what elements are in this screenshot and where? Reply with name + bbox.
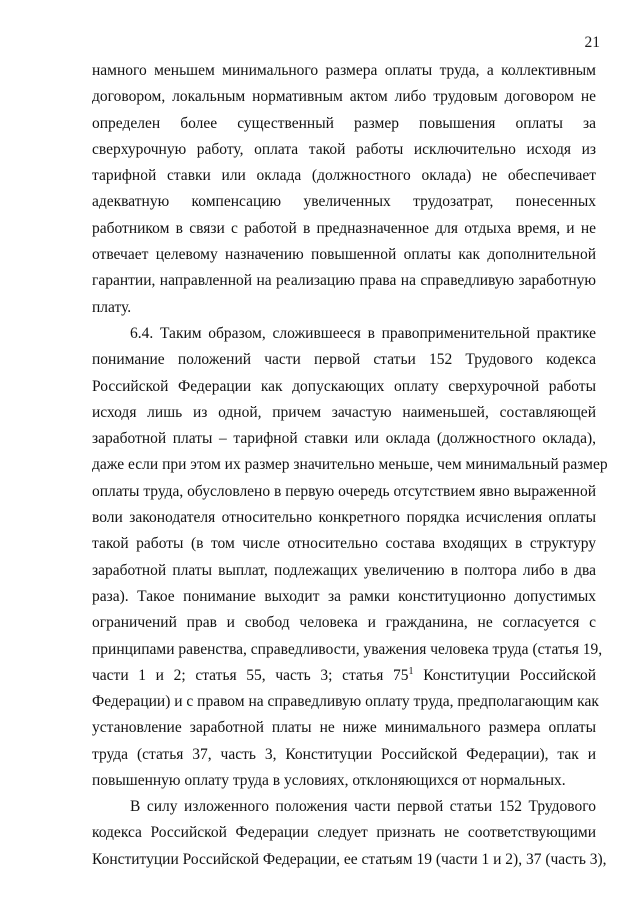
text-line: оплаты труда, обусловлено в первую очередь отсутствием явно выраженной <box>92 482 596 500</box>
text-line: отвечает целевому назначению повышенной оплаты как дополнительной <box>92 246 596 264</box>
text-line: исходя лишь из одной, причем зачастую наименьшей, составляющей <box>92 403 596 421</box>
text-line-tail: Конституции Российской <box>413 666 597 684</box>
text-line: понимание положений части первой статьи 152 Трудового кодекса <box>92 351 596 369</box>
text-line: труда (статья 37, часть 3, Конституции Российской Федерации), так и <box>92 745 596 763</box>
text-line: намного меньшем минимального размера оплаты труда, а коллективным <box>92 62 596 79</box>
text-line: раза). Такое понимание выходит за рамки конституционно допустимых <box>92 587 596 605</box>
text-line: повышенную оплату труда в условиях, отклоняющихся от нормальных. <box>92 772 566 790</box>
text-line: тарифной ставки или оклада (должностного оклада) не обеспечивает <box>92 167 596 185</box>
text-line: В силу изложенного положения части первой статьи 152 Трудового <box>130 798 596 815</box>
text-line: 6.4. Таким образом, сложившееся в правоприменительной практике <box>130 325 596 342</box>
text-line: принципами равенства, справедливости, уважения человека труда (статья 19, <box>92 640 603 658</box>
text-line: даже если при этом их размер значительно меньше, чем минимальный размер <box>92 456 608 474</box>
page-number: 21 <box>584 34 600 51</box>
text-line: работником в связи с работой в предназначенное для отдыха время, и не <box>92 219 596 237</box>
text-line-head: части 1 и 2; статья 55, часть 3; статья 75 <box>92 666 409 684</box>
paragraph-3 <box>92 794 607 873</box>
text-line: сверхурочную работу, оплата такой работы исключительно исходя из <box>92 140 596 158</box>
paragraph-2 <box>92 321 608 794</box>
text-line: заработной платы выплат, подлежащих увеличению в полтора либо в два <box>92 561 596 579</box>
text-line: Конституции Российской Федерации, ее статьям 19 (части 1 и 2), 37 (часть 3), <box>92 850 607 868</box>
text-line: воли законодателя относительно конкретного порядка исчисления оплаты <box>92 509 596 527</box>
text-line: определен более существенный размер повышения оплаты за <box>92 114 596 132</box>
text-line: адекватную компенсацию увеличенных трудозатрат, понесенных <box>92 193 596 211</box>
text-line: плату. <box>92 298 132 316</box>
text-line: Российской Федерации как допускающих оплату сверхурочной работы <box>92 377 596 395</box>
text-line: Федерации) и с правом на справедливую оплату труда, предполагающим как <box>92 693 599 711</box>
text-line: кодекса Российской Федерации следует признать не соответствующими <box>92 824 596 842</box>
text-line: ограничений прав и свобод человека и гражданина, не согласуется с <box>92 614 596 632</box>
text-line: заработной платы – тарифной ставки или оклада (должностного оклада), <box>92 430 596 448</box>
text-line: такой работы (в том числе относительно состава входящих в структуру <box>92 535 596 553</box>
footnote-superscript: 1 <box>408 665 414 677</box>
paragraph-1 <box>92 58 596 321</box>
text-line: гарантии, направленной на реализацию права на справедливую заработную <box>92 272 596 290</box>
text-line: договором, локальным нормативным актом либо трудовым договором не <box>92 88 596 106</box>
text-line: установление заработной платы не ниже минимального размера оплаты <box>92 719 596 737</box>
text-line-with-footnote <box>92 663 596 689</box>
